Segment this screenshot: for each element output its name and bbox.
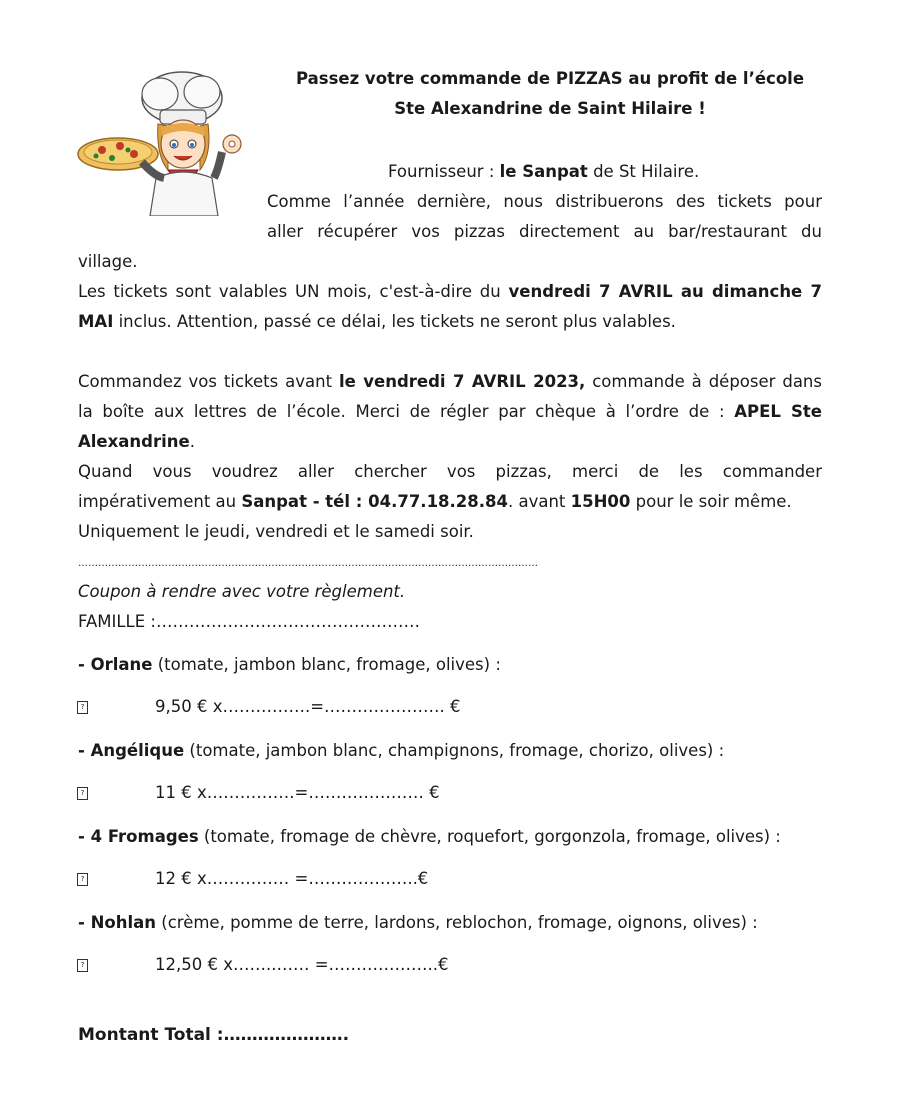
- pickup-line-2: [78, 487, 792, 517]
- total-amount[interactable]: Montant Total :………………….: [78, 1025, 350, 1045]
- price-line-4-fromages[interactable]: 12 € x…………… =………………..€: [155, 869, 429, 888]
- price-line-nohlan[interactable]: 12,50 € x……..…… =………………..€: [155, 955, 449, 974]
- order-line-2: [78, 397, 822, 427]
- validity-note: inclus. Attention, passé ce délai, les tickets ne seront plus valables.: [113, 312, 676, 331]
- coupon-separator: …………………………………………………………………………………………………………………………: [78, 558, 538, 569]
- supplier-line: [388, 157, 699, 187]
- pizza-4-fromages: [78, 822, 781, 852]
- validity-line-2: [78, 307, 676, 337]
- checkbox-angelique[interactable]: ?: [77, 787, 88, 800]
- title-line-1: Passez votre commande de PIZZAS au profit de l’école: [295, 69, 805, 88]
- pickup-text-1: impérativement au: [78, 492, 242, 511]
- pizza-angelique: [78, 736, 724, 766]
- pickup-text-3: pour le soir même.: [630, 492, 792, 511]
- price-line-orlane[interactable]: 9,50 € x…………….=…………………. €: [155, 697, 461, 716]
- pizza-orlane: [78, 650, 501, 680]
- pickup-phone: Sanpat - tél : 04.77.18.28.84: [241, 492, 508, 511]
- pickup-text-2: . avant: [508, 492, 571, 511]
- validity-text: Les tickets sont valables UN mois, c'est-à-dire du: [78, 282, 509, 301]
- pizza-ingredients: (crème, pomme de terre, lardons, reblochon, fromage, oignons, olives) :: [156, 913, 758, 932]
- pizza-ingredients: (tomate, jambon blanc, champignons, fromage, chorizo, olives) :: [184, 741, 725, 760]
- order-text-2: commande à déposer dans: [585, 372, 822, 391]
- pizza-name: - 4 Fromages: [78, 827, 199, 846]
- supplier-prefix: Fournisseur :: [388, 162, 500, 181]
- pizza-ingredients: (tomate, jambon blanc, fromage, olives) :: [152, 655, 501, 674]
- title-line-2: Ste Alexandrine de Saint Hilaire !: [394, 99, 706, 118]
- validity-dates: vendredi 7 AVRIL au dimanche 7: [508, 282, 822, 301]
- order-line-1: [78, 367, 822, 397]
- checkbox-4-fromages[interactable]: ?: [77, 873, 88, 886]
- pizza-name: - Nohlan: [78, 913, 157, 932]
- checkbox-nohlan[interactable]: ?: [77, 959, 88, 972]
- pizza-nohlan: [78, 908, 758, 938]
- coupon-note: [78, 577, 405, 607]
- order-text-3: la boîte aux lettres de l’école. Merci de régler par chèque à l’ordre de :: [78, 402, 735, 421]
- price-line-angelique[interactable]: 11 € x…………….=………………… €: [155, 783, 440, 802]
- supplier-suffix: de St Hilaire.: [587, 162, 700, 181]
- coupon-note-text: Coupon à rendre avec votre règlement.: [78, 582, 406, 601]
- chef-with-pizza-illustration: [72, 66, 252, 216]
- order-deadline: le vendredi 7 AVRIL 2023,: [339, 372, 586, 391]
- pizza-name: - Orlane: [78, 655, 153, 674]
- order-line-3: [78, 427, 195, 457]
- pickup-line-1: Quand vous voudrez aller chercher vos pizzas, merci de les commander: [78, 462, 822, 481]
- order-text-1: Commandez vos tickets avant: [78, 372, 339, 391]
- intro-line-3: village.: [78, 252, 138, 271]
- supplier-name: le Sanpat: [499, 162, 588, 181]
- order-payee-2: Alexandrine: [78, 432, 190, 451]
- checkbox-orlane[interactable]: ?: [77, 701, 88, 714]
- intro-line-2: aller récupérer vos pizzas directement au bar/restaurant du: [267, 222, 822, 241]
- validity-line-1: [78, 277, 822, 307]
- family-field[interactable]: FAMILLE :…………………………………………: [78, 612, 420, 631]
- intro-line-1: Comme l’année dernière, nous distribuerons des tickets pour: [267, 192, 822, 211]
- validity-month: MAI: [78, 312, 114, 331]
- pizza-ingredients: (tomate, fromage de chèvre, roquefort, gorgonzola, fromage, olives) :: [198, 827, 781, 846]
- pickup-time: 15H00: [570, 492, 631, 511]
- pickup-line-3: Uniquement le jeudi, vendredi et le samedi soir.: [78, 522, 474, 541]
- order-payee-1: APEL Ste: [734, 402, 822, 421]
- pizza-name: - Angélique: [78, 741, 185, 760]
- order-period: .: [189, 432, 195, 451]
